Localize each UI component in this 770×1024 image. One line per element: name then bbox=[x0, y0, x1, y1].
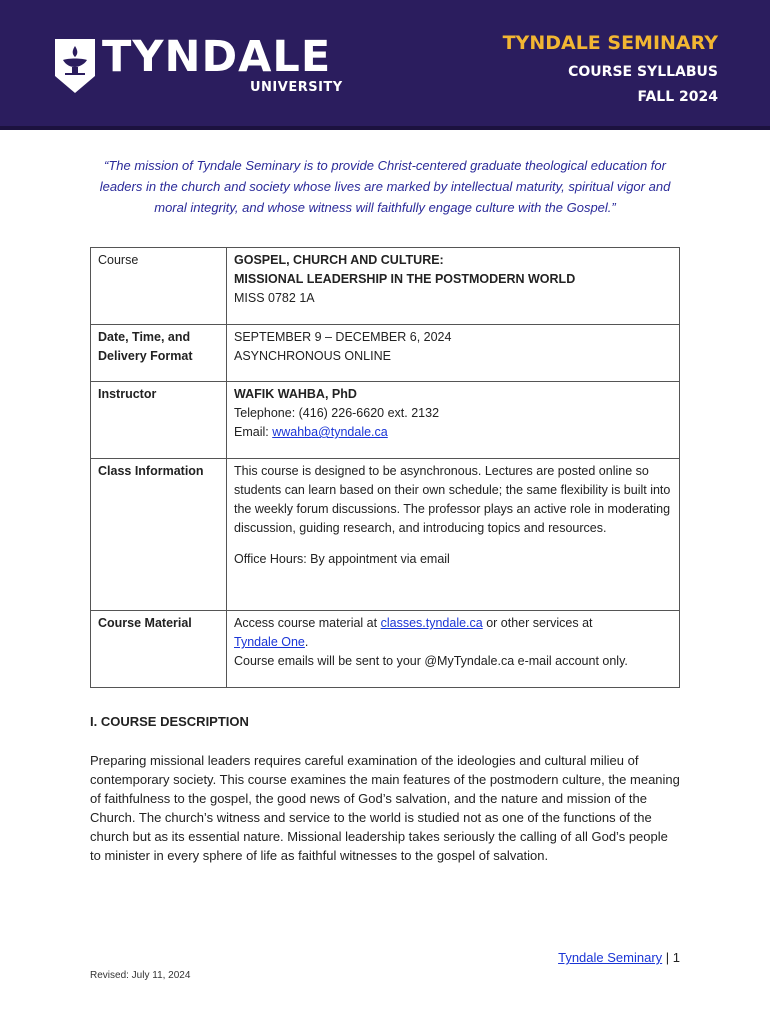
table-row-material bbox=[91, 611, 680, 688]
office-hours: Office Hours: By appointment via email bbox=[234, 552, 450, 566]
delivery-format: ASYNCHRONOUS ONLINE bbox=[234, 349, 391, 363]
seminary-title: TYNDALE SEMINARY bbox=[502, 32, 718, 54]
label-date-line1: Date, Time, and bbox=[98, 330, 191, 344]
page-number: 1 bbox=[672, 950, 680, 965]
term-label: FALL 2024 bbox=[637, 89, 718, 105]
instructor-details bbox=[227, 382, 680, 459]
logo-subtitle: UNIVERSITY bbox=[250, 80, 343, 95]
table-row-instructor bbox=[91, 382, 680, 459]
instructor-name: WAFIK WAHBA, PhD bbox=[234, 387, 357, 401]
page-header bbox=[0, 0, 770, 130]
material-mid: or other services at bbox=[482, 616, 593, 630]
instructor-email-link[interactable]: wwahba@tyndale.ca bbox=[272, 425, 388, 439]
label-date-line2: Delivery Format bbox=[98, 349, 193, 363]
page-footer bbox=[558, 950, 680, 965]
label-course-material: Course Material bbox=[91, 611, 227, 688]
course-description-body: Preparing missional leaders requires careful examination of the ideologies and cultural milieu of contemporary society. This course examines the main features of the postmodern culture, the meaning of faithfulness to the gospel, the good news of God’s salvation, and the nature and mission of the Church. The church’s witness and service to the world is studied not as one of the functions of the church but as its essential nature. Missional leadership takes seriously the calling of all God’s people to minister in every sphere of life as faithful witnesses to the gospel of salvation. bbox=[90, 753, 680, 863]
table-row-course bbox=[91, 248, 680, 325]
label-course: Course bbox=[91, 248, 227, 325]
course-dates: SEPTEMBER 9 – DECEMBER 6, 2024 bbox=[234, 330, 452, 344]
footer-separator: | bbox=[662, 950, 673, 965]
course-code: MISS 0782 1A bbox=[234, 291, 315, 305]
class-info-details bbox=[227, 459, 680, 611]
course-title-line1: GOSPEL, CHURCH AND CULTURE: bbox=[234, 253, 444, 267]
date-details bbox=[227, 325, 680, 382]
lamp-crest-icon bbox=[54, 38, 96, 94]
mission-statement: “The mission of Tyndale Seminary is to provide Christ-centered graduate theological education for leaders in the church and society whose lives are marked by intellectual maturity, spiritual vigor and moral integrity, and whose witness will faithfully engage culture with the Gospel.” bbox=[99, 158, 671, 215]
material-link2-line bbox=[234, 633, 672, 652]
course-title-line2: MISSIONAL LEADERSHIP IN THE POSTMODERN WORLD bbox=[234, 272, 576, 286]
email-prefix: Email: bbox=[234, 425, 273, 439]
label-date-format bbox=[91, 325, 227, 382]
footer-seminary-link[interactable]: Tyndale Seminary bbox=[558, 950, 663, 965]
material-details bbox=[227, 611, 680, 688]
classes-link[interactable]: classes.tyndale.ca bbox=[380, 616, 483, 630]
instructor-phone: Telephone: (416) 226-6620 ext. 2132 bbox=[234, 406, 440, 420]
revised-date: Revised: July 11, 2024 bbox=[90, 970, 191, 981]
course-details bbox=[227, 248, 680, 325]
label-instructor: Instructor bbox=[91, 382, 227, 459]
material-access-line bbox=[234, 614, 672, 633]
section-title-course-description: I. COURSE DESCRIPTION bbox=[90, 714, 249, 729]
header-divider bbox=[0, 126, 770, 130]
table-row-date bbox=[91, 325, 680, 382]
instructor-email-line bbox=[234, 423, 672, 442]
class-description: This course is designed to be asynchronous. Lectures are posted online so students can learn based on their own schedule; the same flexibility is built into the weekly forum discussions. The professor plays an active role in moderating discussion, guiding research, and introducing topics and resources. bbox=[234, 464, 671, 535]
material-prefix: Access course material at bbox=[234, 616, 381, 630]
material-period: . bbox=[304, 635, 309, 649]
label-class-info: Class Information bbox=[91, 459, 227, 611]
logo-wordmark: TYNDALE bbox=[102, 32, 332, 82]
tyndale-one-link[interactable]: Tyndale One bbox=[234, 635, 305, 649]
email-note: Course emails will be sent to your @MyTyndale.ca e-mail account only. bbox=[234, 654, 628, 668]
course-info-table bbox=[90, 247, 680, 688]
document-type: COURSE SYLLABUS bbox=[568, 64, 718, 80]
table-row-class-info bbox=[91, 459, 680, 611]
